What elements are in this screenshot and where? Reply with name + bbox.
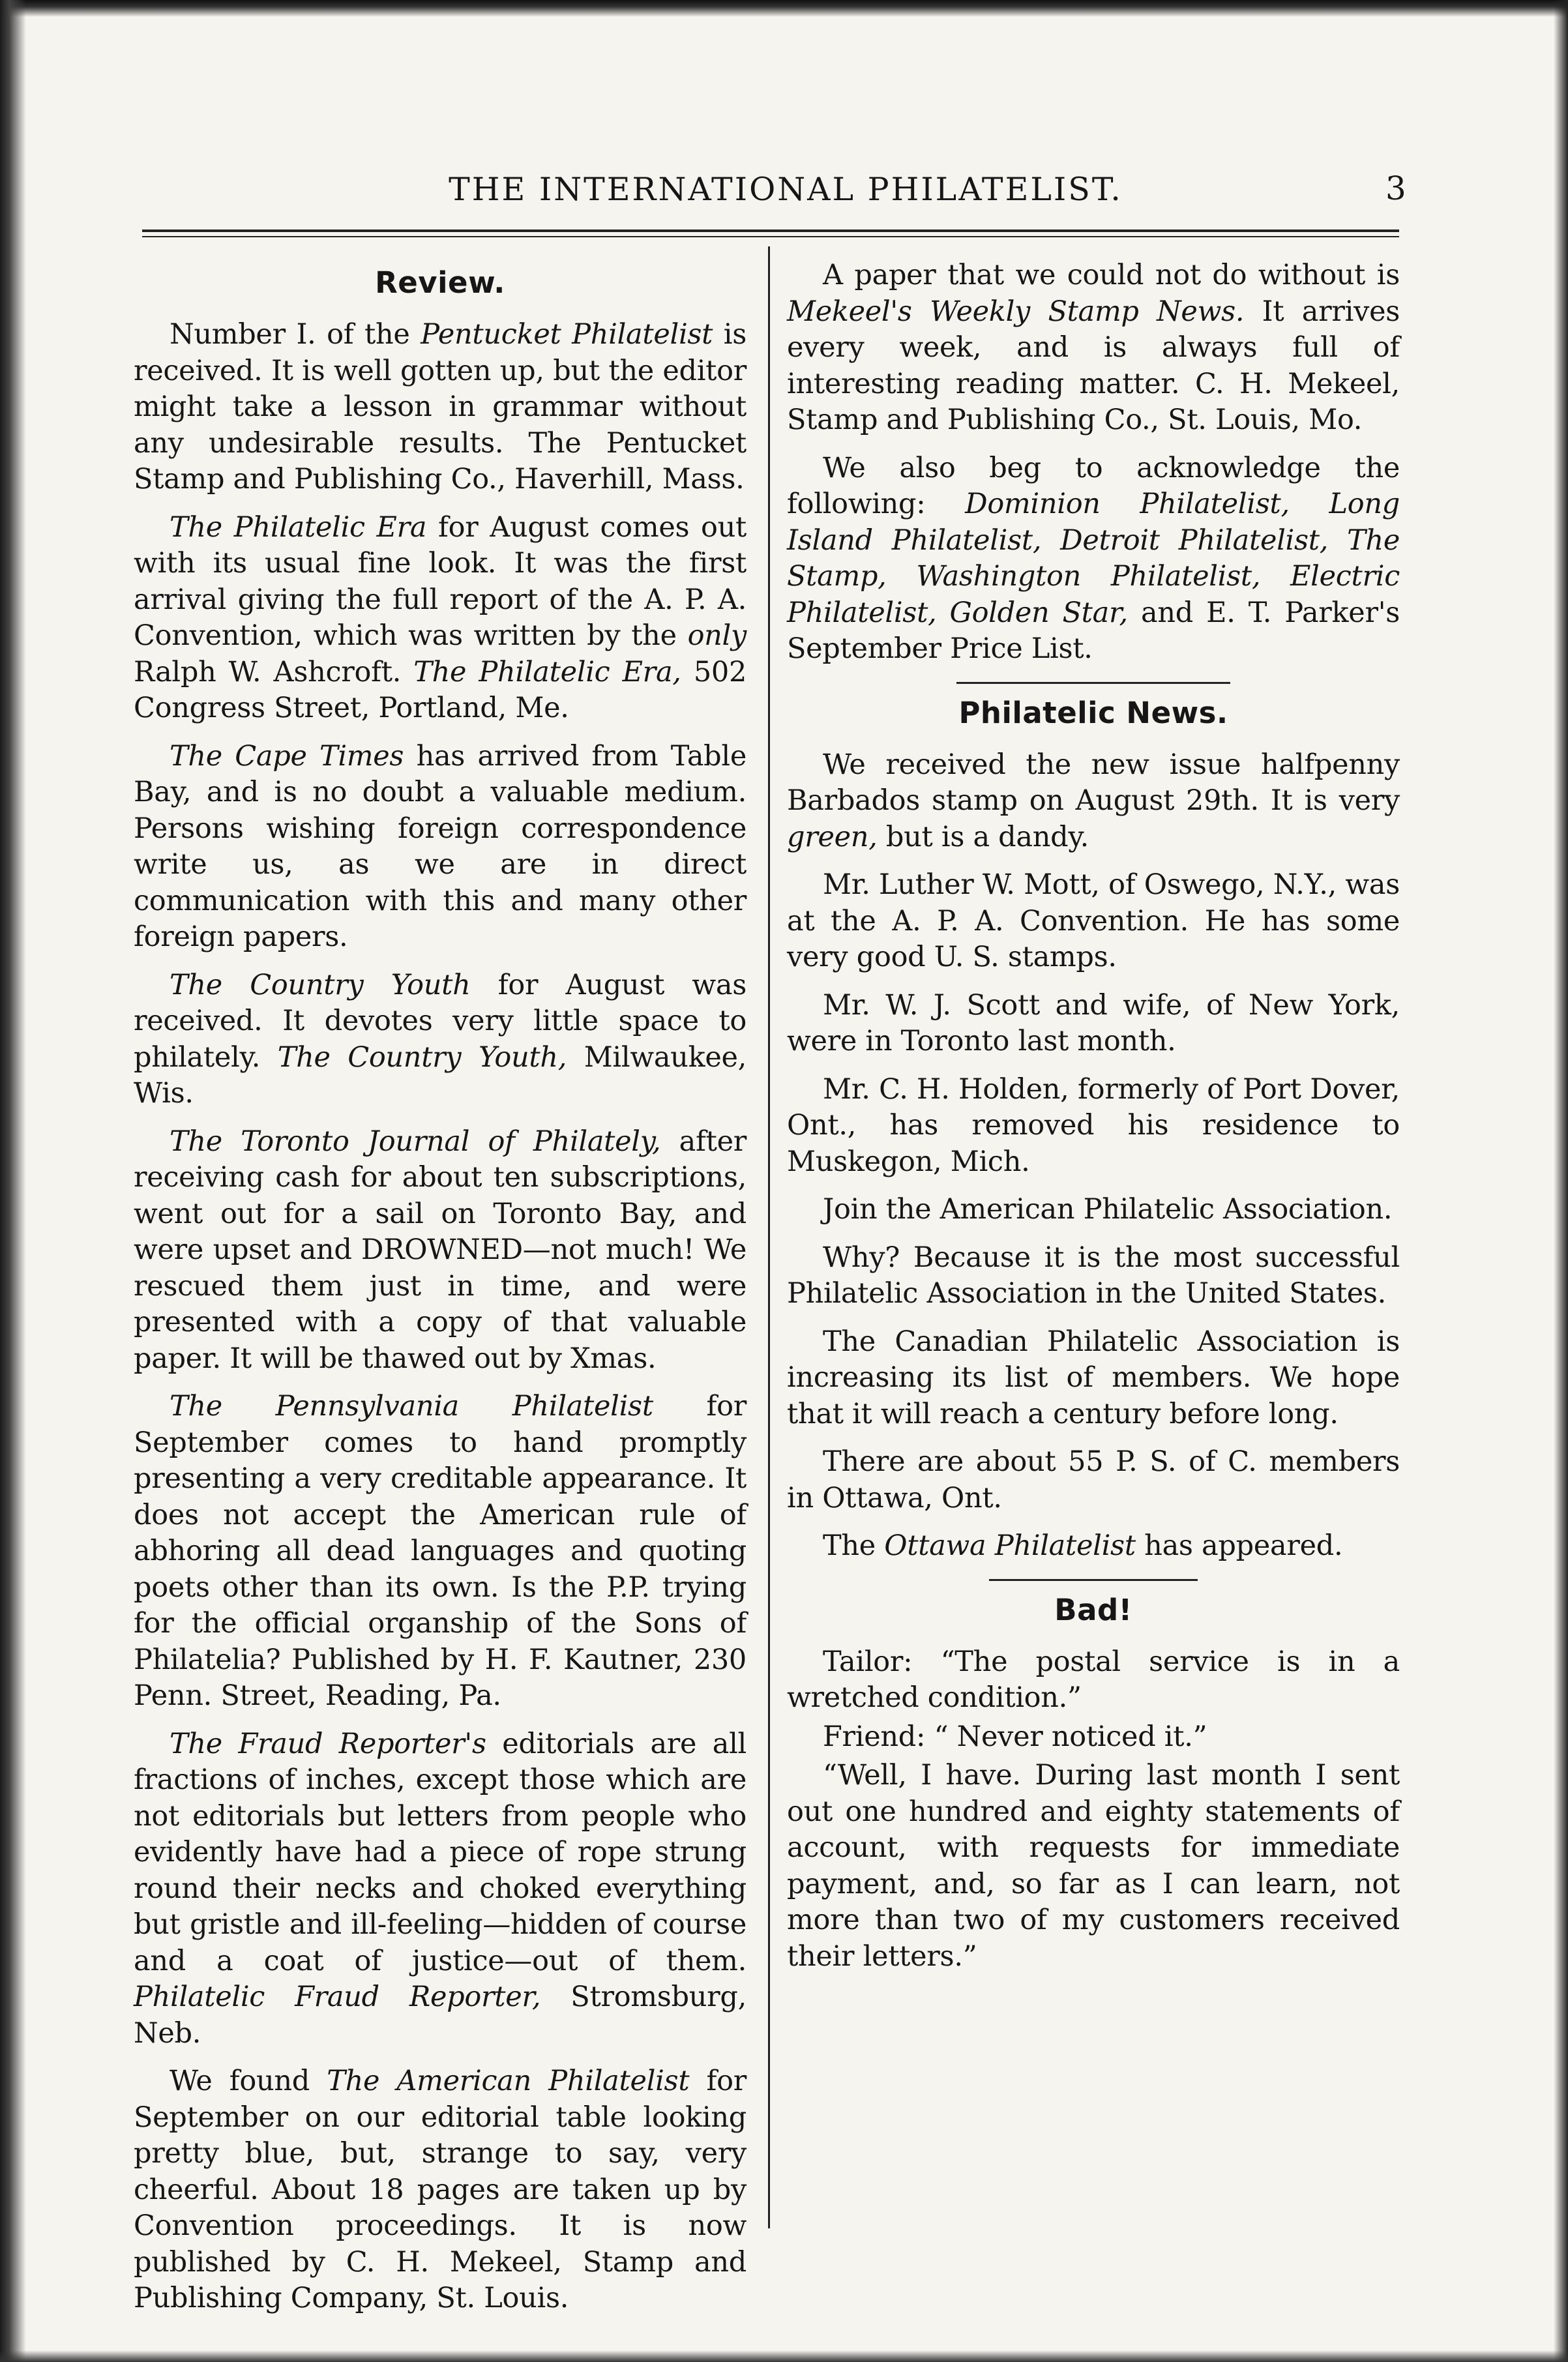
publication-title: The Fraud Reporter's — [170, 1727, 486, 1760]
anecdote-paragraph: Tailor: “The postal service is in a wretched condition.” — [787, 1645, 1400, 1714]
review-paragraph — [787, 450, 1400, 668]
bad-heading: Bad! — [1054, 1592, 1132, 1627]
text: after receiving cash for about ten subscriptions, went out for a sail on Toronto Bay, and were upset and DROWNED—not much! We rescued them just in time, and were presented with a copy of that valuable paper. It will be thawed out by Xmas. — [134, 1125, 747, 1375]
section-divider — [989, 1579, 1198, 1581]
news-paragraph — [787, 747, 1400, 856]
text: Ralph W. Ashcroft. — [134, 655, 414, 688]
emphasis: only — [687, 619, 747, 652]
news-paragraph: Mr. Luther W. Mott, of Oswego, N.Y., was at the A. P. A. Convention. He has some very good U. S. stamps. — [787, 868, 1400, 973]
publication-title: The Toronto Journal of Philately, — [170, 1125, 661, 1158]
publication-title: Pentucket Philatelist — [421, 318, 713, 351]
publication-title: The Country Youth — [170, 968, 471, 1001]
text: A paper that we could not do without is — [823, 259, 1400, 291]
text: but is a dandy. — [877, 820, 1089, 853]
text: We also beg to acknowledge the following: — [787, 451, 1400, 520]
publication-title: The Philatelic Era, — [413, 655, 681, 688]
review-heading: Review. — [375, 265, 505, 300]
text: and E. T. Parker's September Price List. — [787, 596, 1400, 665]
text: It arrives every week, and is always full of interesting reading matter. C. H. Mekeel, Stamp and Publishing Co., St. Louis, Mo. — [787, 295, 1400, 436]
header-rule — [142, 229, 1399, 232]
text: for September comes to hand promptly presenting a very creditable appearance. It does not accept the American rule of abhoring all dead languages and quoting poets other than its own. Is the P.P. trying for the official organship of the Sons of Philatelia? Published by H. F. Kautner, 230 Penn. Street, Reading, Pa. — [134, 1390, 747, 1712]
news-paragraph: The Canadian Philatelic Association is increasing its list of members. We hope that it will reach a century before long. — [787, 1325, 1400, 1430]
page-number: 3 — [1385, 170, 1406, 207]
publication-title: The Pennsylvania Philatelist — [170, 1390, 653, 1423]
review-paragraph — [134, 739, 747, 956]
review-paragraph — [134, 967, 747, 1112]
review-paragraph — [134, 510, 747, 727]
review-paragraph — [787, 258, 1400, 439]
scan-edge-left — [0, 0, 26, 2362]
review-paragraph — [134, 1389, 747, 1715]
publication-title: The American Philatelist — [327, 2065, 690, 2097]
text: for August comes out with its usual fine look. It was the first arrival giving the full report of the A. P. A. Convention, which was written by the — [134, 510, 747, 652]
review-paragraph — [134, 317, 747, 498]
section-divider — [956, 682, 1230, 684]
text: Stromsburg, Neb. — [134, 1981, 747, 2050]
anecdote-paragraph: Friend: “ Never noticed it.” — [823, 1720, 1207, 1753]
text: We received the new issue halfpenny Barbados stamp on August 29th. It is very — [787, 748, 1400, 817]
text: has arrived from Table Bay, and is no doubt a valuable medium. Persons wishing foreign correspondence write us, as we are in direct communication with this and many other foreign papers. — [134, 739, 747, 953]
scan-edge-right — [1554, 0, 1568, 2362]
news-paragraph: There are about 55 P. S. of C. members in Ottawa, Ont. — [787, 1445, 1400, 1514]
header-rule-thin — [142, 236, 1399, 237]
publication-title: Ottawa Philatelist — [884, 1529, 1136, 1562]
text: We found — [170, 2065, 327, 2097]
news-paragraph: Mr. C. H. Holden, formerly of Port Dover, Ont., has removed his residence to Muskegon, Mich. — [787, 1072, 1400, 1178]
scan-edge-bottom — [0, 2350, 1568, 2362]
publication-list: Dominion Philatelist, Long Island Philatelist, Detroit Philatelist, The Stamp, Washington Philatelist, Electric Philatelist, Golden Star, — [787, 488, 1400, 629]
running-head: THE INTERNATIONAL PHILATELIST. — [449, 171, 1123, 208]
column-divider — [768, 246, 770, 2228]
publication-title: The Cape Times — [170, 739, 404, 773]
anecdote-paragraph: “Well, I have. During last month I sent out one hundred and eighty statements of account, with requests for immediate payment, and, so far as I can learn, not more than two of my customers received their letters.” — [787, 1759, 1400, 1973]
review-paragraph — [134, 1726, 747, 2052]
news-heading: Philatelic News. — [958, 695, 1228, 730]
text: has appeared. — [1135, 1529, 1343, 1562]
review-paragraph — [134, 1124, 747, 1378]
text: for August was received. It devotes very little space to philately. — [134, 968, 747, 1074]
left-column — [134, 258, 747, 2329]
text: is received. It is well gotten up, but the editor might take a lesson in grammar without any undesirable results. The Pentucket Stamp and Publishing Co., Haverhill, Mass. — [134, 318, 747, 495]
text: The — [823, 1529, 885, 1562]
text: Number I. of the — [170, 318, 421, 351]
publication-title: The Country Youth, — [277, 1041, 567, 1074]
news-paragraph: Why? Because it is the most successful Philatelic Association in the United States. — [787, 1241, 1400, 1310]
news-paragraph: Join the American Philatelic Association. — [823, 1193, 1393, 1226]
text: for September on our editorial table looking pretty blue, but, strange to say, very cheerful. About 18 pages are taken up by Convention proceedings. It is now published by C. H. Mekeel, Stamp and Publishing Company, St. Louis. — [134, 2065, 747, 2314]
scan-edge-top — [0, 0, 1568, 17]
review-paragraph-continued — [134, 2063, 747, 2317]
publication-title: Mekeel's Weekly Stamp News. — [787, 295, 1245, 328]
text: Milwaukee, Wis. — [134, 1041, 747, 1110]
news-paragraph: Mr. W. J. Scott and wife, of New York, were in Toronto last month. — [787, 988, 1400, 1057]
publication-title: The Philatelic Era — [170, 510, 427, 544]
emphasis: green, — [787, 820, 878, 853]
text: editorials are all fractions of inches, except those which are not editorials but letters from people who evidently have had a piece of rope strung round their necks and choked everything but gristle and ill-feeling—hidden of course and a coat of justice—out of them. — [134, 1727, 747, 1977]
text: 502 Congress Street, Portland, Me. — [134, 655, 747, 724]
right-column — [787, 258, 1400, 1986]
publication-title: Philatelic Fraud Reporter, — [134, 1981, 541, 2013]
news-paragraph — [787, 1528, 1400, 1565]
